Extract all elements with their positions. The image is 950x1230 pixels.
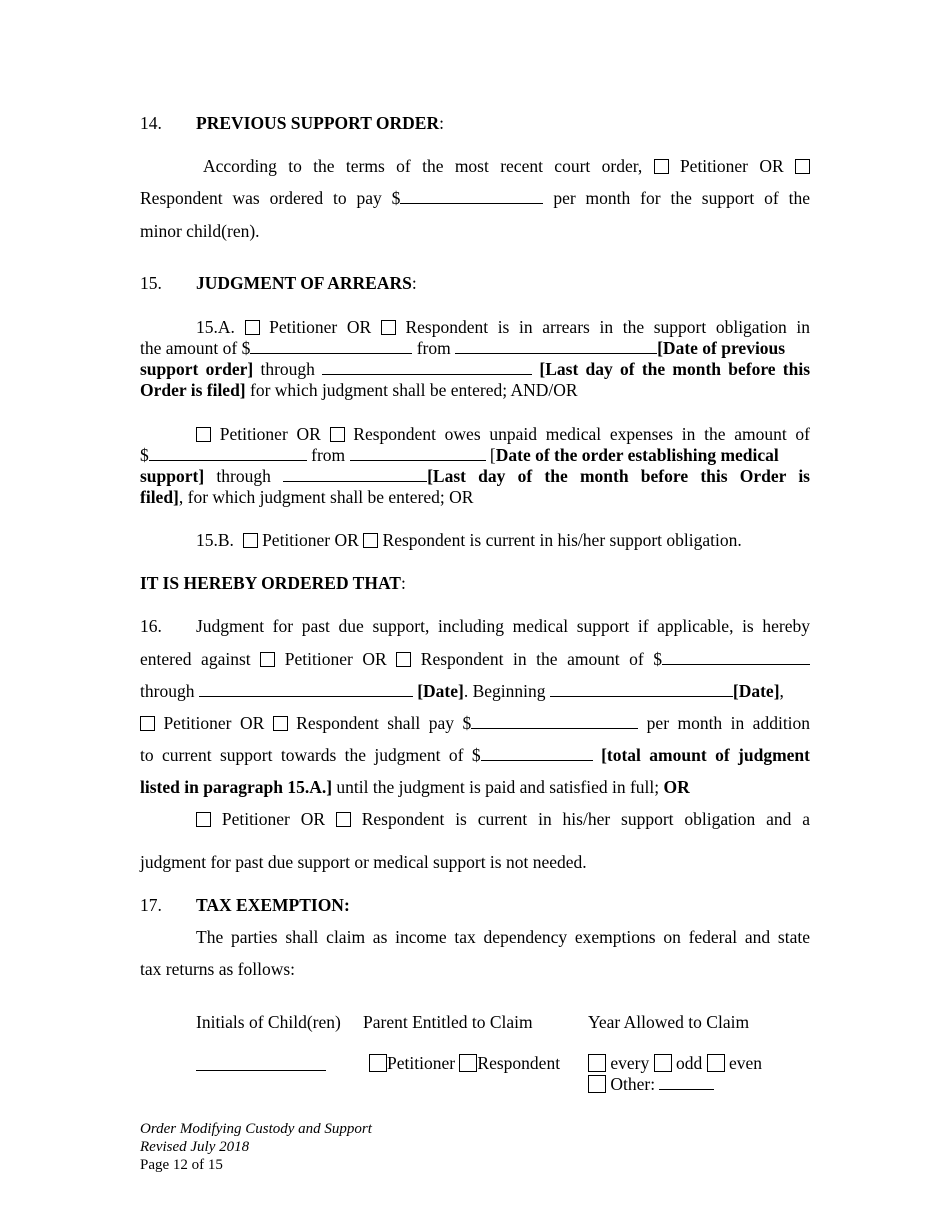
text: Petitioner OR — [221, 809, 326, 829]
bold-text: Date of the order establishing medical — [495, 445, 779, 465]
text: , for which judgment shall be entered; OR — [178, 487, 474, 507]
section-16-line-6 — [140, 777, 810, 797]
respondent-checkbox[interactable] — [795, 159, 810, 174]
section-15b-line — [196, 530, 742, 550]
medical-amount-blank[interactable] — [149, 446, 307, 461]
medical-line-3 — [140, 466, 810, 486]
text: for which judgment shall be entered; AND/OR — [250, 380, 578, 400]
text: through — [260, 359, 315, 379]
bold-text: [Date] — [732, 681, 780, 701]
section-16-line-4 — [140, 713, 810, 733]
section-15-number: 15. — [140, 273, 162, 293]
section-17-line-1 — [196, 927, 810, 947]
respondent-checkbox[interactable] — [273, 716, 288, 731]
monthly-amount-blank[interactable] — [400, 189, 543, 204]
text: until the judgment is paid and satisfied in full; — [336, 777, 660, 797]
text: Respondent shall pay $ — [296, 713, 472, 733]
heading-colon: : — [411, 273, 417, 293]
text: Petitioner OR — [284, 649, 387, 669]
section-14-title: PREVIOUS SUPPORT ORDER — [196, 113, 440, 133]
text: from — [311, 445, 346, 465]
section-17-line-2: tax returns as follows: — [140, 959, 296, 979]
petitioner-checkbox[interactable] — [140, 716, 155, 731]
text: Respondent was ordered to pay $ — [140, 188, 401, 208]
text: $ — [140, 445, 149, 465]
bold-text: [total amount of judgment — [601, 745, 810, 765]
text: through — [140, 681, 195, 701]
section-17-number: 17. — [140, 895, 162, 915]
ordered-heading — [140, 573, 406, 593]
respondent-checkbox[interactable] — [459, 1054, 477, 1072]
section-14-number: 14. — [140, 113, 162, 133]
section-16-line-2 — [140, 649, 810, 669]
bold-text: filed] — [140, 487, 179, 507]
ordered-title: IT IS HEREBY ORDERED THAT — [140, 573, 401, 593]
other-checkbox[interactable] — [588, 1075, 606, 1093]
medical-line-1 — [196, 424, 810, 444]
even-checkbox[interactable] — [707, 1054, 725, 1072]
beginning-date-blank[interactable] — [550, 682, 733, 697]
section-16-line-7 — [196, 809, 810, 829]
text: Respondent is current in his/her support obligation. — [382, 530, 742, 550]
section-16-line-1 — [196, 616, 810, 636]
heading-colon: : — [400, 573, 406, 593]
section-16-line-5 — [140, 745, 810, 765]
monthly-payment-blank[interactable] — [471, 714, 638, 729]
petitioner-checkbox[interactable] — [260, 652, 275, 667]
section-14-heading — [196, 113, 444, 133]
bold-text: OR — [663, 777, 690, 797]
heading-colon: : — [439, 113, 444, 133]
section-16-line-3 — [140, 681, 810, 701]
petitioner-checkbox[interactable] — [243, 533, 258, 548]
odd-label: odd — [676, 1053, 703, 1073]
text: through — [216, 466, 271, 486]
bold-text: [Date] — [417, 681, 464, 701]
other-label: Other: — [610, 1074, 656, 1094]
text: According to the terms of the most recent court order, — [203, 156, 643, 176]
medical-from-date-blank[interactable] — [350, 446, 486, 461]
label-15b: 15.B. — [196, 530, 234, 550]
respondent-checkbox[interactable] — [381, 320, 396, 335]
respondent-label: Respondent — [477, 1053, 561, 1073]
even-label: even — [729, 1053, 763, 1073]
text: Petitioner OR — [679, 156, 784, 176]
text: to current support towards the judgment of $ — [140, 745, 481, 765]
section-15-title: JUDGMENT OF ARREARS — [196, 273, 412, 293]
child-initials-blank[interactable] — [196, 1060, 326, 1071]
section-14-line-1 — [203, 156, 810, 176]
section-15a-line-4 — [140, 380, 810, 400]
bold-text: [Last day of the month before this Order is — [427, 466, 810, 486]
text: [ — [489, 445, 496, 465]
bold-text: [Date of previous — [657, 338, 786, 358]
section-16-line-8: judgment for past due support or medical support is not needed. — [140, 852, 587, 872]
text: Respondent is current in his/her support obligation and a — [361, 809, 811, 829]
justified-row — [203, 156, 810, 176]
respondent-checkbox[interactable] — [330, 427, 345, 442]
judgment-amount-blank[interactable] — [662, 650, 810, 665]
section-14-line-2 — [140, 188, 810, 208]
from-date-blank[interactable] — [455, 339, 657, 354]
text: , — [779, 681, 784, 701]
text: Judgment for past due support, including medical support if applicable, is hereby — [196, 616, 810, 636]
petitioner-checkbox[interactable] — [196, 427, 211, 442]
respondent-checkbox[interactable] — [336, 812, 351, 827]
text: Respondent is in arrears in the support obligation in — [405, 317, 811, 337]
section-17-title: TAX EXEMPTION: — [196, 895, 350, 915]
parent-options — [369, 1053, 560, 1073]
bold-text: support order] — [140, 359, 254, 379]
footer-title: Order Modifying Custody and Support — [140, 1121, 372, 1137]
petitioner-checkbox[interactable] — [369, 1054, 387, 1072]
text: per month for the support of the — [553, 188, 811, 208]
petitioner-label: Petitioner — [387, 1053, 456, 1073]
section-15-heading — [196, 273, 417, 293]
text: per month in addition — [646, 713, 811, 733]
through-date-blank[interactable] — [199, 682, 413, 697]
bold-text: [Last day of the month before this — [539, 359, 811, 379]
every-checkbox[interactable] — [588, 1054, 606, 1072]
bold-text: Order is filed] — [140, 380, 246, 400]
arrears-amount-blank[interactable] — [250, 339, 412, 354]
section-15a-line-1 — [196, 317, 810, 337]
petitioner-checkbox[interactable] — [196, 812, 211, 827]
text: Respondent owes unpaid medical expenses in the amount of — [353, 424, 810, 444]
every-label: every — [610, 1053, 650, 1073]
other-year-blank[interactable] — [659, 1075, 714, 1090]
respondent-checkbox[interactable] — [396, 652, 411, 667]
medical-line-2 — [140, 445, 810, 465]
text: Petitioner OR — [269, 317, 372, 337]
medical-through-date-blank[interactable] — [283, 467, 427, 482]
text: Respondent in the amount of $ — [420, 649, 663, 669]
petitioner-checkbox[interactable] — [654, 159, 669, 174]
respondent-checkbox[interactable] — [363, 533, 378, 548]
bold-text: listed in paragraph 15.A.] — [140, 777, 333, 797]
text: Petitioner OR — [219, 424, 321, 444]
text: entered against — [140, 649, 251, 669]
label-15a: 15.A. — [196, 317, 235, 337]
text: . Beginning — [463, 681, 546, 701]
text: The parties shall claim as income tax dependency exemptions on federal and state — [196, 927, 810, 947]
column-header-parent: Parent Entitled to Claim — [363, 1012, 533, 1032]
footer-revised: Revised July 2018 — [140, 1139, 250, 1155]
total-judgment-blank[interactable] — [481, 746, 593, 761]
petitioner-checkbox[interactable] — [245, 320, 260, 335]
text: the amount of $ — [140, 338, 251, 358]
other-option — [588, 1074, 714, 1094]
bold-text: support] — [140, 466, 205, 486]
medical-line-4 — [140, 487, 810, 507]
odd-checkbox[interactable] — [654, 1054, 672, 1072]
through-date-blank[interactable] — [322, 360, 532, 375]
section-15a-line-3 — [140, 359, 810, 379]
section-14-line-3: minor child(ren). — [140, 221, 260, 241]
footer-page-number: Page 12 of 15 — [140, 1157, 223, 1173]
year-options — [588, 1053, 762, 1073]
text: Petitioner OR — [163, 713, 265, 733]
section-15a-line-2 — [140, 338, 810, 358]
section-16-number: 16. — [140, 616, 162, 636]
text: from — [416, 338, 451, 358]
text: Petitioner OR — [262, 530, 359, 550]
column-header-initials: Initials of Child(ren) — [196, 1012, 341, 1032]
column-header-year: Year Allowed to Claim — [588, 1012, 750, 1032]
